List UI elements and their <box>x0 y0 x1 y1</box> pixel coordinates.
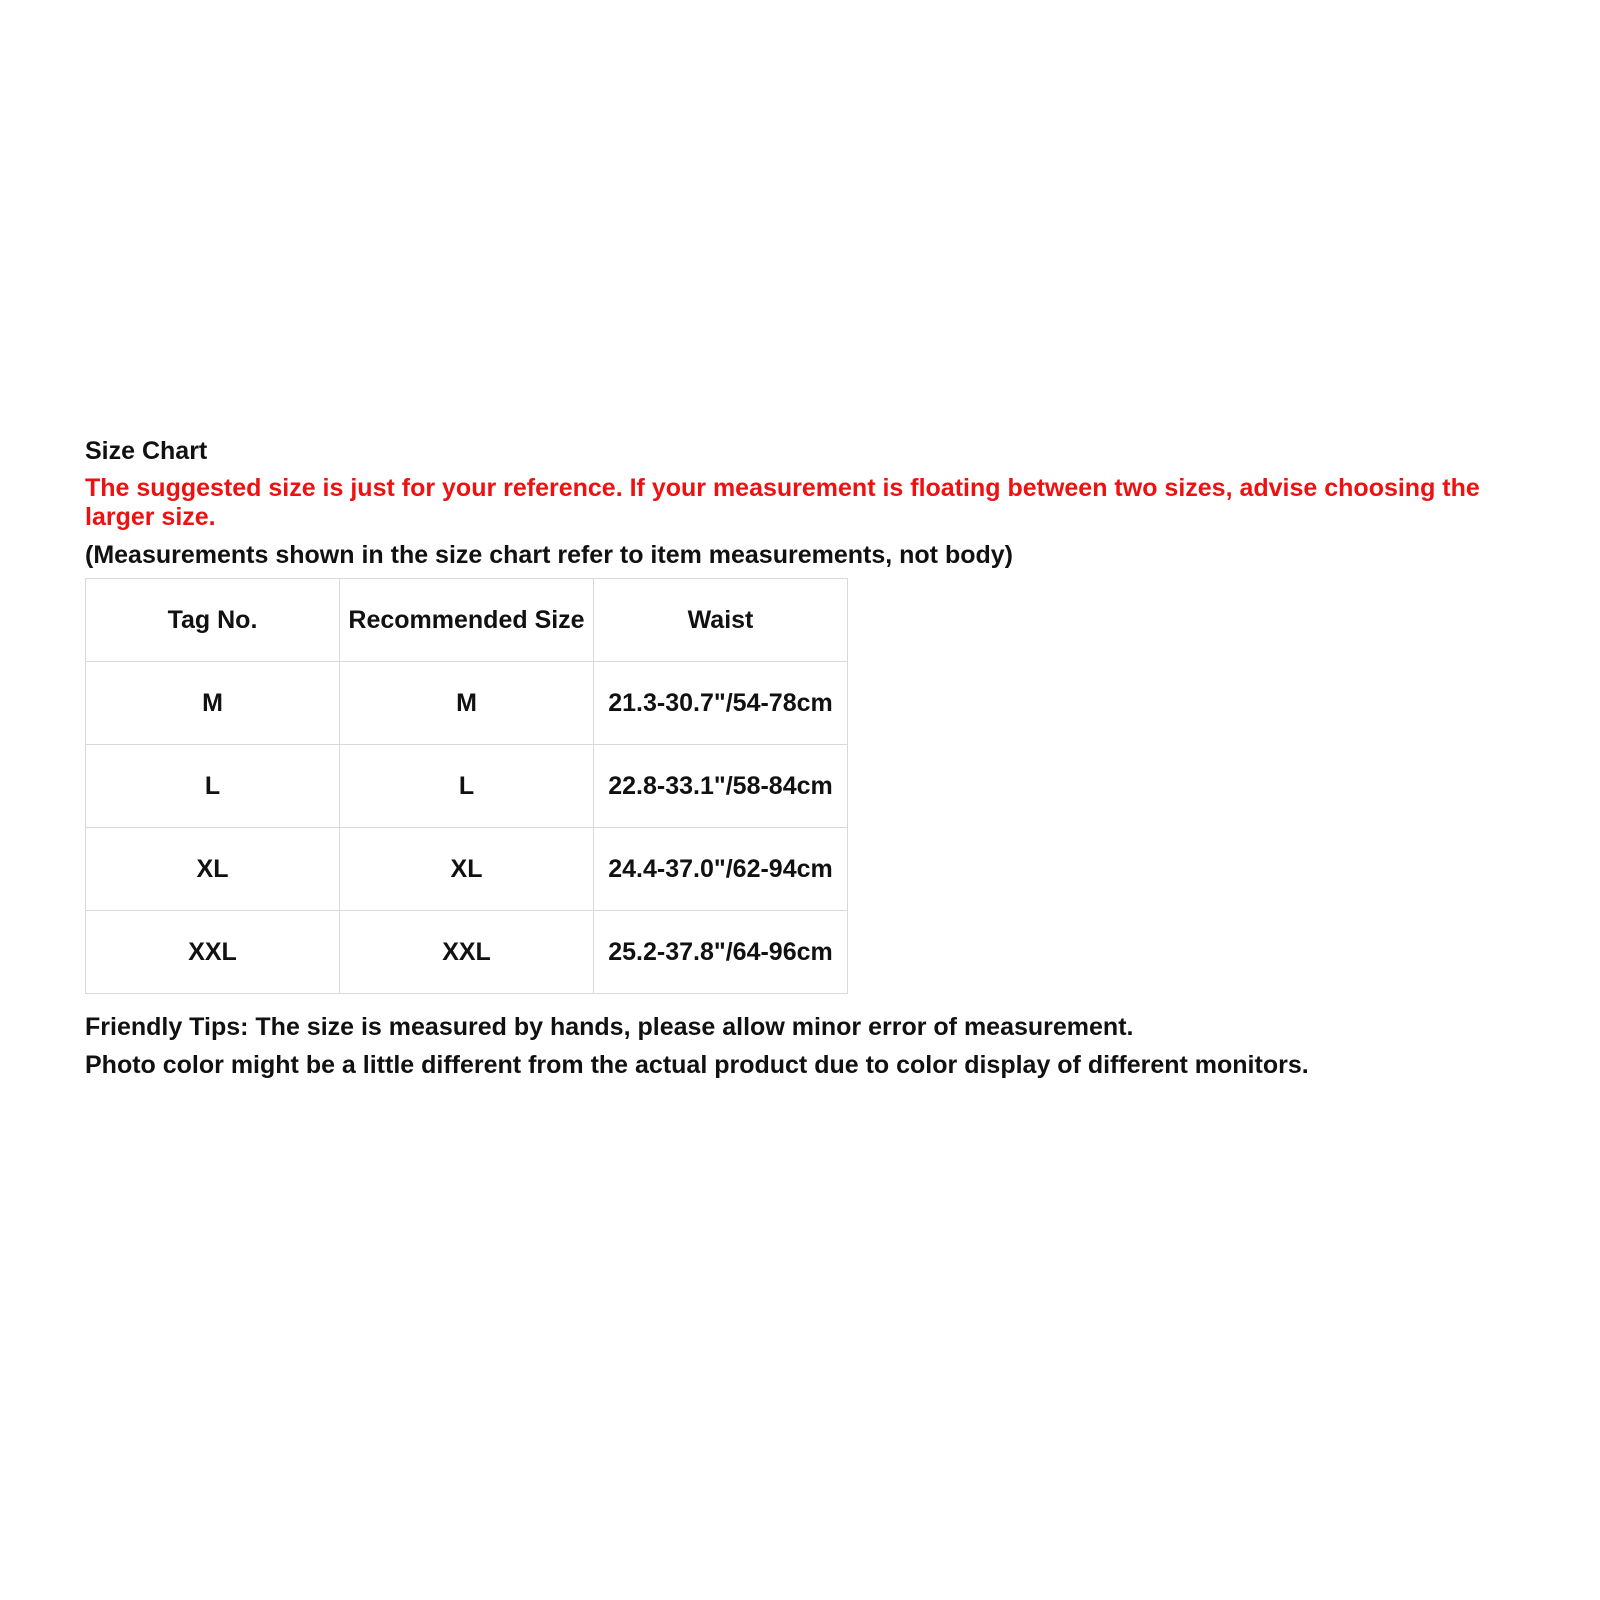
size-chart-section <box>85 436 1525 1084</box>
cell-waist: 22.8-33.1"/58-84cm <box>594 745 848 828</box>
cell-recommended-size: XXL <box>340 911 594 994</box>
size-table <box>85 578 848 994</box>
cell-recommended-size: L <box>340 745 594 828</box>
cell-tag-no: XL <box>86 828 340 911</box>
table-row <box>86 662 848 745</box>
page-title: Size Chart <box>85 437 208 465</box>
cell-recommended-size: M <box>340 662 594 745</box>
measurement-note: (Measurements shown in the size chart refer to item measurements, not body) <box>85 541 1013 569</box>
cell-waist: 24.4-37.0"/62-94cm <box>594 828 848 911</box>
cell-waist: 21.3-30.7"/54-78cm <box>594 662 848 745</box>
tips-section <box>85 1008 1525 1084</box>
cell-tag-no: M <box>86 662 340 745</box>
table-row <box>86 745 848 828</box>
table-header-row <box>86 579 848 662</box>
header-tag-no: Tag No. <box>86 579 340 662</box>
photo-color-tip: Photo color might be a little different from the actual product due to color display of different monitors. <box>85 1051 1309 1079</box>
table-row <box>86 911 848 994</box>
cell-waist: 25.2-37.8"/64-96cm <box>594 911 848 994</box>
header-waist: Waist <box>594 579 848 662</box>
size-notice: The suggested size is just for your reference. If your measurement is floating between two sizes, advise choosing the larger size. <box>85 474 1480 531</box>
cell-recommended-size: XL <box>340 828 594 911</box>
cell-tag-no: XXL <box>86 911 340 994</box>
table-row <box>86 828 848 911</box>
cell-tag-no: L <box>86 745 340 828</box>
header-recommended-size: Recommended Size <box>340 579 594 662</box>
friendly-tip: Friendly Tips: The size is measured by hands, please allow minor error of measurement. <box>85 1013 1134 1041</box>
